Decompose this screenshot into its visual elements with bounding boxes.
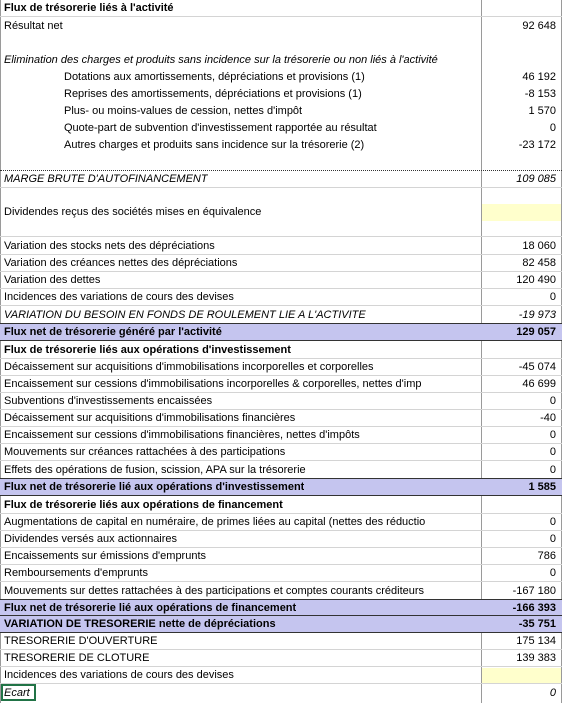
row-flux-net-activite[interactable]: Flux net de trésorerie généré par l'activité 129 057	[0, 323, 562, 341]
row-decaissement-incorporelles[interactable]: Décaissement sur acquisitions d'immobilisations incorporelles et corporelles -45 074	[0, 359, 562, 376]
row-incidences-devises-synthese[interactable]: Incidences des variations de cours des devises	[0, 667, 562, 684]
row-ecart[interactable]: Ecart 0	[4, 686, 556, 699]
row-augmentations-capital[interactable]: Augmentations de capital en numéraire, de primes liées au capital (nettes des réductio 0	[0, 514, 562, 531]
row-effets-fusion[interactable]: Effets des opérations de fusion, scission, APA sur la trésorerie 0	[4, 463, 556, 476]
row-variation-tresorerie[interactable]: VARIATION DE TRESORERIE nette de dépréciations -35 751	[0, 616, 562, 633]
section-title-activite[interactable]: Flux de trésorerie liés à l'activité	[0, 0, 562, 17]
row-tresorerie-ouverture[interactable]: TRESORERIE D'OUVERTURE 175 134	[0, 633, 562, 650]
row-encaissement-incorporelles[interactable]: Encaissement sur cessions d'immobilisations incorporelles & corporelles, nettes d'imp 46 699	[0, 376, 562, 393]
row-flux-net-investissement[interactable]: Flux net de trésorerie lié aux opérations d'investissement 1 585	[0, 478, 562, 496]
row-reprises[interactable]: Reprises des amortissements, dépréciations et provisions (1) -8 153	[64, 87, 556, 100]
row-variation-stocks[interactable]: Variation des stocks nets des dépréciations 18 060	[0, 237, 562, 255]
row-variation-creances[interactable]: Variation des créances nettes des dépréciations 82 458	[0, 255, 562, 272]
row-elimination[interactable]: Elimination des charges et produits sans incidence sur la trésorerie ou non liés à l'activité	[4, 53, 438, 66]
row-encaissement-financieres[interactable]: Encaissement sur cessions d'immobilisations financières, nettes d'impôts 0	[0, 427, 562, 444]
selected-cell-outline[interactable]	[1, 684, 36, 701]
row-marge-brute[interactable]: MARGE BRUTE D'AUTOFINANCEMENT 109 085	[0, 170, 562, 188]
row-dividendes-verses[interactable]: Dividendes versés aux actionnaires 0	[0, 531, 562, 548]
row-mouvements-creances[interactable]: Mouvements sur créances rattachées à des participations 0	[0, 444, 562, 461]
row-incidences-devises-activite[interactable]: Incidences des variations de cours des devises 0	[0, 289, 562, 306]
row-variation-dettes[interactable]: Variation des dettes 120 490	[0, 272, 562, 289]
row-remboursements[interactable]: Remboursements d'emprunts 0	[0, 565, 562, 582]
section-title-investissement[interactable]: Flux de trésorerie liés aux opérations d'investissement	[0, 342, 562, 359]
row-emissions-emprunts[interactable]: Encaissements sur émissions d'emprunts 786	[0, 548, 562, 565]
row-tresorerie-cloture[interactable]: TRESORERIE DE CLOTURE 139 383	[0, 650, 562, 667]
incidences-input-cell[interactable]	[482, 668, 561, 683]
section-title-financement[interactable]: Flux de trésorerie liés aux opérations de financement	[0, 497, 562, 514]
row-dividendes-recus[interactable]: Dividendes reçus des sociétés mises en équivalence	[0, 188, 562, 237]
row-flux-net-financement[interactable]: Flux net de trésorerie lié aux opérations de financement -166 393	[0, 599, 562, 616]
row-mouvements-dettes[interactable]: Mouvements sur dettes rattachées à des participations et comptes courants créditeurs -167 180	[4, 584, 556, 597]
row-quote-part[interactable]: Quote-part de subvention d'investissement rapportée au résultat 0	[64, 121, 556, 134]
row-variation-bfr[interactable]: VARIATION DU BESOIN EN FONDS DE ROULEMENT LIE A L'ACTIVITE -19 973	[4, 308, 556, 321]
row-autres-charges[interactable]: Autres charges et produits sans incidence sur la trésorerie (2) -23 172	[64, 138, 556, 151]
row-resultat-net[interactable]: Résultat net 92 648	[4, 19, 556, 32]
row-decaissement-financieres[interactable]: Décaissement sur acquisitions d'immobilisations financières -40	[0, 410, 562, 427]
dividendes-input-cell[interactable]	[482, 204, 561, 221]
row-subventions[interactable]: Subventions d'investissements encaissées 0	[0, 393, 562, 410]
row-plus-moins-values[interactable]: Plus- ou moins-values de cession, nettes d'impôt 1 570	[64, 104, 556, 117]
row-dotations[interactable]: Dotations aux amortissements, dépréciations et provisions (1) 46 192	[64, 70, 556, 83]
